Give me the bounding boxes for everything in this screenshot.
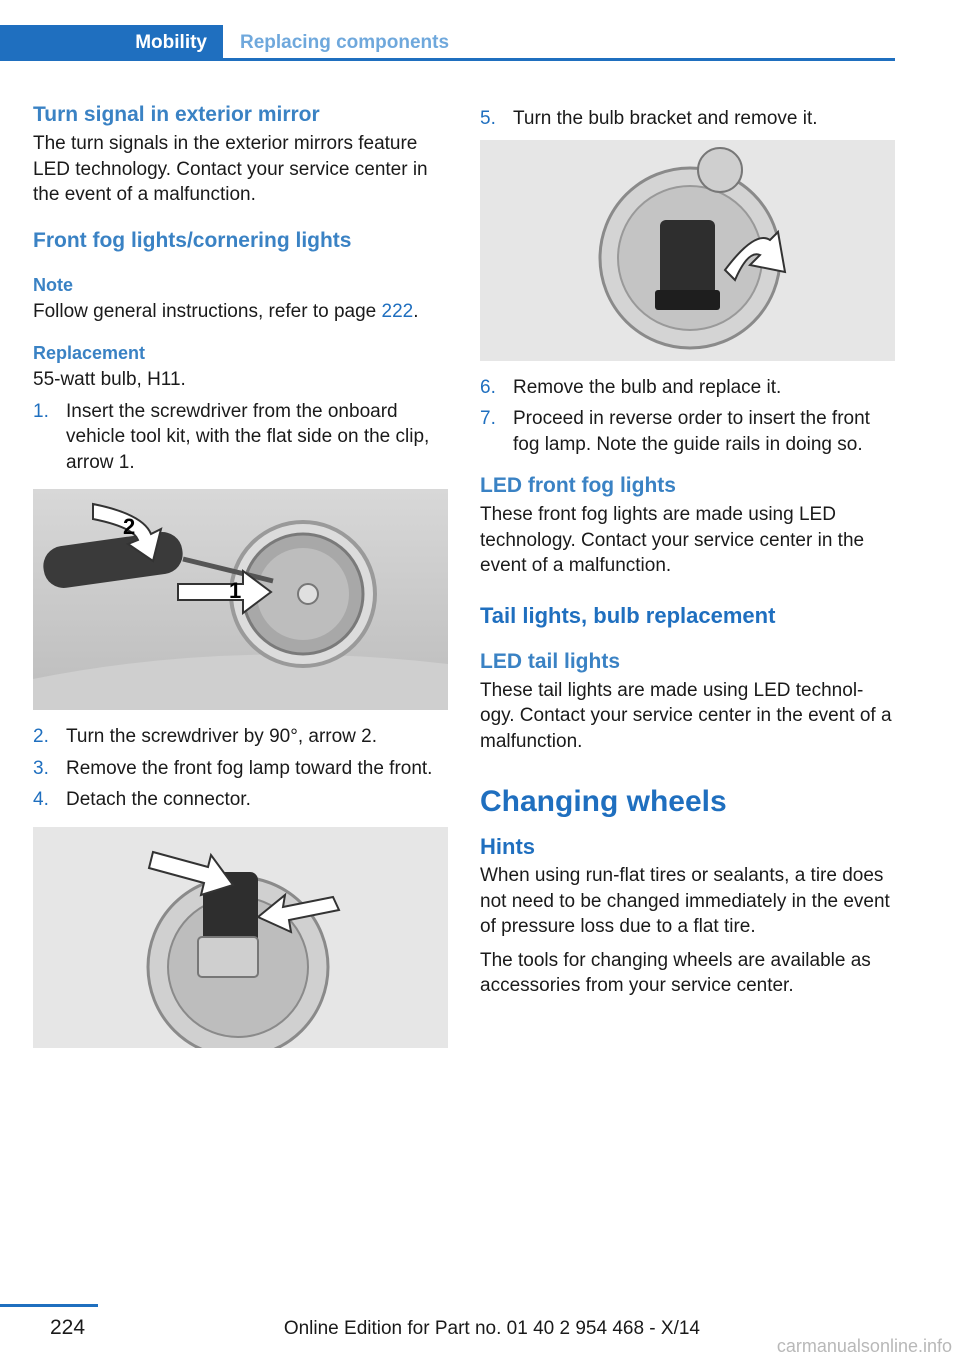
step-number: 6.: [480, 376, 496, 398]
connector-illustration: [33, 827, 448, 1048]
screwdriver-illustration: [33, 489, 448, 710]
list-item: [33, 399, 448, 476]
step-number: 1.: [33, 400, 49, 422]
edition-text: Online Edition for Part no. 01 40 2 954 468 - X/14: [283, 1318, 700, 1339]
hints-text-1: When using run-flat tires or sealants, a tire does not need to be changed immediately in the event of pressure loss due to a flat tire.: [480, 865, 890, 937]
step-text: Insert the screwdriver from the onboard vehicle tool kit, with the flat side on the clip, arrow 1.: [66, 400, 430, 473]
steps-list-4: [480, 375, 895, 458]
watermark: carmanualsonline.info: [776, 1336, 952, 1356]
step-text: Remove the bulb and replace it.: [513, 376, 782, 398]
list-item: [33, 724, 448, 750]
right-column: [480, 100, 895, 999]
list-item: [33, 787, 448, 813]
hints-heading: Hints: [480, 834, 535, 859]
steps-list-1: [33, 399, 448, 476]
step-number: 5.: [480, 108, 496, 129]
step-number: 2.: [33, 726, 49, 747]
list-item: [480, 406, 895, 457]
led-tail-heading: LED tail lights: [480, 649, 621, 673]
led-tail-text: These tail lights are made using LED technol‐ogy. Contact your service center in the event of a malfunction.: [480, 679, 892, 752]
led-fog-text: These front fog lights are made using LED technology. Contact your service center in the event of a malfunction.: [480, 504, 865, 576]
changing-wheels-heading: Changing wheels: [480, 785, 727, 818]
list-item: [480, 106, 895, 132]
step-text: Detach the connector.: [66, 789, 251, 810]
step-text: Turn the screwdriver by 90°, arrow 2.: [66, 726, 378, 747]
page-number: 224: [50, 1316, 86, 1339]
note-heading: Note: [33, 274, 73, 295]
replacement-text: 55-watt bulb, H11.: [33, 369, 186, 390]
note-text-before: Follow general instructions, refer to page: [33, 300, 382, 322]
left-column: [33, 100, 448, 1062]
step-text: Turn the bulb bracket and remove it.: [513, 108, 818, 129]
note-text-after: .: [413, 300, 419, 322]
header-bar: [0, 25, 895, 61]
step-number: 4.: [33, 789, 49, 810]
list-item: [480, 375, 895, 401]
arrow-label-2: 2: [123, 514, 136, 539]
replacement-heading: Replacement: [33, 343, 146, 363]
turn-signal-text: The turn signals in the exterior mirrors feature LED technology. Contact your service center in the event of a malfunction.: [33, 133, 428, 205]
step-number: 3.: [33, 757, 49, 779]
footer-rule: [0, 1304, 98, 1307]
steps-list-3: [480, 106, 895, 132]
tab-mobility[interactable]: Mobility: [0, 25, 223, 61]
bulb-bracket-illustration: [480, 140, 895, 361]
steps-list-2: [33, 724, 448, 813]
step-text: Proceed in reverse order to insert the front fog lamp. Note the guide rails in doing so.: [513, 408, 870, 455]
turn-signal-heading: Turn signal in exterior mirror: [33, 103, 320, 126]
fog-lights-heading: Front fog lights/cornering lights: [33, 228, 352, 252]
hints-text-2: The tools for changing wheels are available as accessories from your service center.: [480, 949, 871, 996]
tail-lights-heading: Tail lights, bulb replacement: [480, 602, 776, 628]
arrow-label-1: 1: [229, 578, 242, 603]
led-fog-heading: LED front fog lights: [480, 474, 676, 497]
list-item: [33, 756, 448, 782]
step-text: Remove the front fog lamp toward the front.: [66, 757, 433, 779]
note-text: [33, 299, 448, 325]
tab-replacing-components[interactable]: Replacing components: [240, 32, 450, 53]
page-reference-link[interactable]: 222: [381, 300, 414, 322]
step-number: 7.: [480, 408, 496, 429]
